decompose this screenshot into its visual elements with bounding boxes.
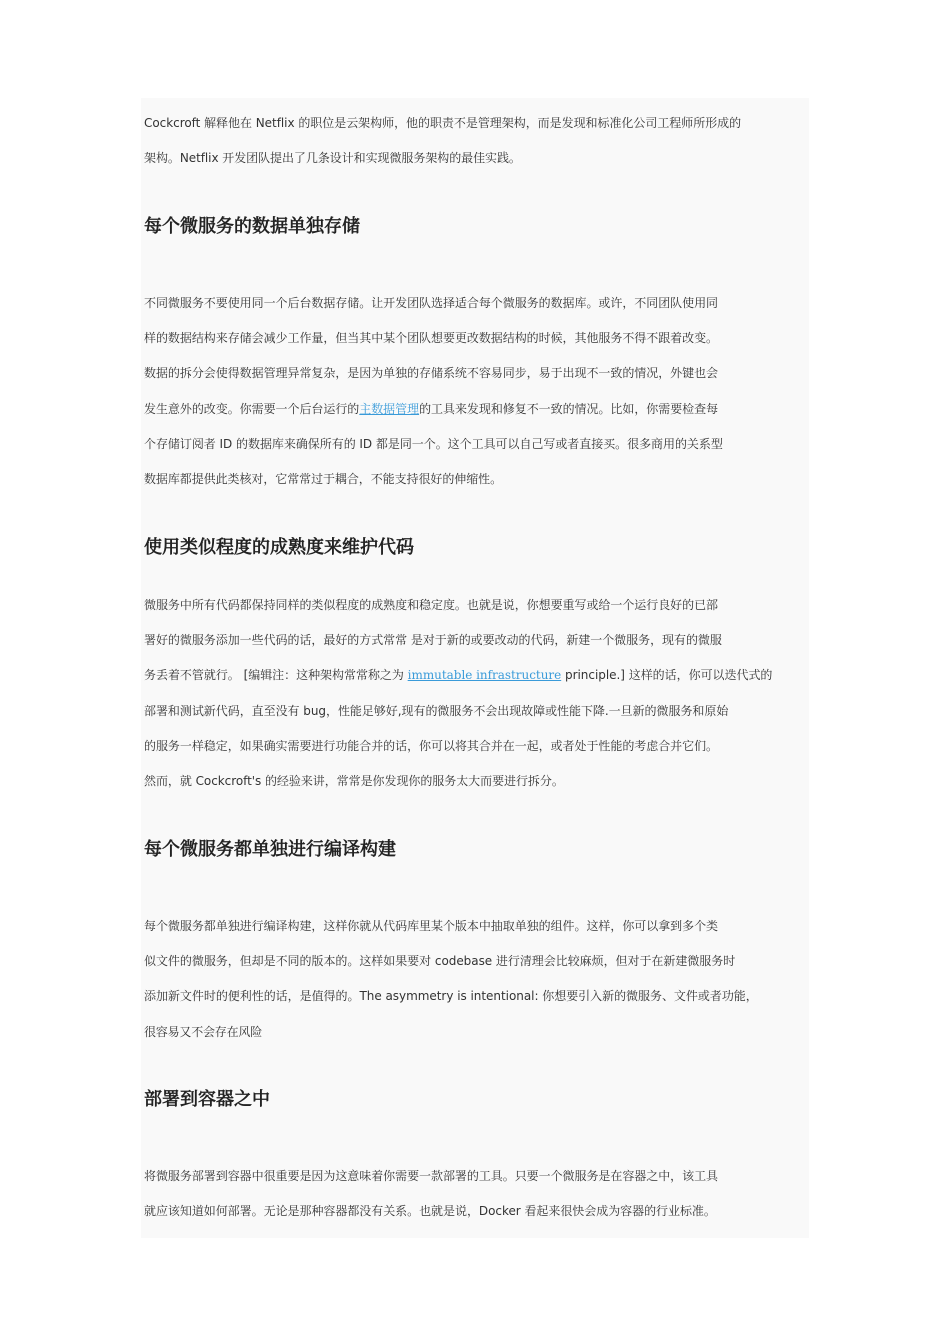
section-heading-containers: 部署到容器之中 xyxy=(144,1089,270,1110)
paragraph-line: 数据库都提供此类核对，它常常过于耦合，不能支持很好的伸缩性。 xyxy=(144,471,503,486)
paragraph-line: 不同微服务不要使用同一个后台数据存储。让开发团队选择适合每个微服务的数据库。或许，不同团队使用同 xyxy=(144,296,719,310)
master-data-management-link[interactable]: 主数据管理 xyxy=(359,401,420,416)
section-containers-paragraph xyxy=(144,1159,814,1229)
intro-paragraph xyxy=(144,106,814,176)
paragraph-text: 务丢着不管就行。 [编辑注：这种架构常常称之为 xyxy=(144,668,408,683)
section-separate-build-paragraph xyxy=(144,909,814,1050)
paragraph-line xyxy=(144,658,812,693)
section-heading-separate-build: 每个微服务都单独进行编译构建 xyxy=(144,839,396,860)
paragraph-line: 的服务一样稳定，如果确实需要进行功能合并的话，你可以将其合并在一起，或者处于性能的考虑合并它们。 xyxy=(144,738,719,753)
paragraph-line: 将微服务部署到容器中很重要是因为这意味着你需要一款部署的工具。只要一个微服务是在容器之中，该工具 xyxy=(144,1169,719,1183)
immutable-infrastructure-link[interactable]: immutable infrastructure xyxy=(407,668,562,683)
intro-line-1: Cockcroft 解释他在 Netflix 的职位是云架构师，他的职责不是管理架构，而是发现和标准化公司工程师所形成的 xyxy=(144,116,742,130)
paragraph-text: principle.] 这样的话，你可以迭代式的 xyxy=(561,668,773,683)
paragraph-line: 就应该知道如何部署。无论是那种容器都没有关系。也就是说，Docker 看起来很快会成为容器的行业标准。 xyxy=(144,1204,716,1219)
paragraph-line: 样的数据结构来存储会减少工作量，但当其中某个团队想要更改数据结构的时候，其他服务不得不跟着改变。 xyxy=(144,331,719,346)
paragraph-line: 似文件的微服务，但却是不同的版本的。这样如果要对 codebase 进行清理会比较麻烦，但对于在新建微服务时 xyxy=(144,954,736,969)
paragraph-line: 数据的拆分会使得数据管理异常复杂，是因为单独的存储系统不容易同步，易于出现不一致的情况，外键也会 xyxy=(144,366,719,381)
section-heading-data-storage: 每个微服务的数据单独存储 xyxy=(144,216,360,237)
paragraph-line: 署好的微服务添加一些代码的话，最好的方式常常 是对于新的或要改动的代码，新建一个微服务，现有的微服 xyxy=(144,633,722,648)
paragraph-line: 每个微服务都单独进行编译构建，这样你就从代码库里某个版本中抽取单独的组件。这样，你可以拿到多个类 xyxy=(144,919,719,933)
paragraph-line: 微服务中所有代码都保持同样的类似程度的成熟度和稳定度。也就是说，你想要重写或给一个运行良好的已部 xyxy=(144,598,719,612)
paragraph-text: 的工具来发现和修复不一致的情况。比如，你需要检查每 xyxy=(419,401,719,416)
paragraph-line: 添加新文件时的便利性的话，是值得的。The asymmetry is intentional: 你想要引入新的微服务、文件或者功能， xyxy=(144,989,758,1004)
paragraph-line: 很容易又不会存在风险 xyxy=(144,1024,263,1039)
paragraph-line xyxy=(144,392,812,427)
intro-line-2: 架构。Netflix 开发团队提出了几条设计和实现微服务架构的最佳实践。 xyxy=(144,151,521,166)
paragraph-text: 发生意外的改变。你需要一个后台运行的 xyxy=(144,401,360,416)
paragraph-line: 个存储订阅者 ID 的数据库来确保所有的 ID 都是同一个。这个工具可以自己写或者直接买。很多商用的关系型 xyxy=(144,436,723,451)
section-code-maturity-paragraph xyxy=(144,588,814,799)
section-heading-code-maturity: 使用类似程度的成熟度来维护代码 xyxy=(144,537,414,558)
paragraph-line: 然而，就 Cockcroft's 的经验来讲，常常是你发现你的服务太大而要进行拆分。 xyxy=(144,773,564,788)
paragraph-line: 部署和测试新代码，直至没有 bug，性能足够好,现有的微服务不会出现故障或性能下降.一旦新的微服务和原始 xyxy=(144,703,729,718)
section-data-storage-paragraph xyxy=(144,286,814,497)
